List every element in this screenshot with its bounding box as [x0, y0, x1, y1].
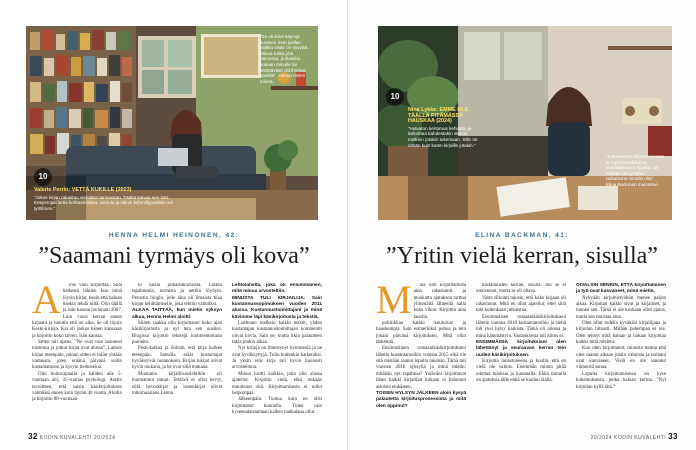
book-number-badge: 10: [34, 168, 52, 186]
right-page: [348, 0, 696, 450]
paragraph: Kirjoitin innostuneena ja kuulin, että en vielä ole valmis. Enemmän minun pitää odottaa tuloksia ja kuunnella. Ehkä minulla on ajatuksia tälle ehkä se kuuluu täällä.: [476, 359, 566, 384]
paragraph: inä olin kirjoittamista aina rakastanut ja muokattu ajatuksen tarttua ylimmältä lähteeltä nalla koko vihon. Kirjoitin aina tauolla.: [413, 283, 466, 320]
paragraph: kustannusten kerran, sisulla. Joo se ei onnistunut, mutta se oli oltava.: [476, 283, 566, 295]
paragraph: Lopulta kirjoittamisessa on kyse kokemuksesta, jonka haluan kertoa. ”Nyt kirjoitan kyllä tätä.”: [576, 371, 666, 390]
portrait-photo-elina: [378, 26, 672, 220]
paragraph: ni saisin julkaisukurssista. Laskin tapahtumia, turmista ja nettiin löydyin. Perustin blogin, jolle aina oli ilmaista tilaa kirjan kehittämiselle, joka tehtiin valmiiksi.: [132, 283, 222, 308]
magazine-issue: 20/2024 KODIN KUVALEHTI: [590, 435, 667, 441]
subheading: TOISEN HYLSYN JÄLKEEN aloin kysyä palautetta kirjoitusprosessista ja mitä olen oppinut?: [376, 390, 466, 409]
article-column-2: [476, 283, 566, 423]
caption-text: ”Jokus kirjan rakastuu viehätkin tarinaosan. Täältä kaivaa sen kärt. Kesyerojali lurtia kohtaamisista, cursulo ja silmin kohmillypuslisto vol työtilmen.”: [34, 194, 173, 211]
article-column-3: [576, 283, 666, 423]
paragraph: Muutama kirjallisuuslehtikin oli huomannut minut. Tehtävä ei ollut kevyt, sillä hevoskirjat ja lastenkirjat olivat tutkimusalana Lenna.: [132, 371, 222, 396]
photo-caption: [408, 108, 478, 148]
article-column-1: [376, 283, 466, 423]
quote-caption: ”Se oli ikinä käymyt kuntoon mun jutillan, vaikka sisän on syvyttä. Minua tulisa yhä harvoraa, puhuisiko kukaan minulle tai käsittävästi olit ihmiset sanillat”, Henna Heimi minna.: [260, 34, 309, 84]
paragraph: Siihen saakka olin kirjoittanut koko ajan käsikirjoitusta ja nyt tein sen uusiksi. Blogissa kirjoitin tekstejä kommentoinnin puolelta.: [132, 321, 222, 346]
magazine-issue: KODIN KUVALEHTI 20/2024: [39, 435, 116, 441]
paragraph: Olin hoitovapaalla ja kahden alle 5-vuotiaan äiti, 35-vuotias psykologi. Asetin tavoitteen, että saisin käsikirjoituksen valmiiksi ennen kuin täytän 40 vuotta. Aloitin ja kirjoitin 80-vuotiaan-: [32, 371, 122, 403]
paragraph: politiikkaa kaikki kuuluivat ja hauskempia. Sain esimerkiksi puhua ja tein jonain päivänä kirjoituksen. Mitä ollut tärkeintä.: [376, 321, 466, 346]
paragraph: Ensimmäinen romaanikäsikirjoitukseni lähetin kustantamoihin vuonna 2015 eikä ole sitä mistään saanut lopulta takaisin. Tämä tuli vuosien 2016 syksyllä ja minä mietin: mitähän nyt tapahtuu? Ystäväni kirjoittavat lähes kaikki kirjailijat kukaan ei halunnut asioista etukäteen.: [376, 346, 466, 390]
article-column-2: [132, 283, 222, 423]
subheading: ENSIMMÄISIÄ kirjoituksiani olen lähettänyt ja seuraavan kerran tein uuden käsikirjoituksen.: [476, 340, 566, 358]
page-number: 33: [668, 432, 678, 441]
caption-book-title: Valerie Perrin: VETTÄ KUKILLE (2023): [34, 187, 132, 193]
paragraph: Posti-kaikua ja iloitsin, että kirja kulkee eteenpäin. Samalla eräät kustantajat hyväksyivät luonnoksen. Kirjan lukijat olivat hyvin mukana, ja he ovat sillä mukana.: [132, 346, 222, 371]
subheading: OIVALSIN SENKIN, ETTÄ kirjoittaminen ja työ ovat kasvaneet, minä mietin.: [576, 283, 666, 295]
paragraph: Vasta sillointi tajusin, että koko kirjaan oli rakastunut. Mitä en ollut ajatellut, ettei siitä tule kuitenkaan julkaistua.: [476, 295, 566, 314]
photo-caption: [34, 188, 184, 211]
paragraph: Kun olen kirjoittanut, minusta tuntuu että olen saanut aikaan jotain valmista ja tarinani ovat kasvaneet. Vielä en ole sanonut viimeistä sanaa.: [576, 346, 666, 371]
paragraph: Sitten tuli ajatus: ”Ne ovat vain saanneet toistensa ja jotkut kirjat ovat alussa”. Laitoin kirjan eteenpäin, minun sitten ei tullut yhtään vastausta, joten eräänä päivänä soitin kustantamoon ja kysyin tiedustelua.: [32, 340, 122, 371]
portrait-photo-henna: [26, 26, 318, 220]
subheading: ALKAA TAITTÄÄ, kun mietin syksyn alkua, Henna Helmi aloitti.: [132, 308, 222, 320]
paragraph: Nykyään kirjoitustyöhön menee paljon aikaa. Kirjoitan kaikki sivut ja kirjaimet, ja tunnen sen. Tämä ei ole koskaan ollut ajatus, mutta sen muistaa aina.: [576, 295, 666, 320]
drop-cap: A: [32, 283, 61, 322]
subheading: MINUSTA TULI KIRJAILIJA. Sain kustannussopimuksen vuoden 2011 alussa. Kustannustoimittajani ja minä kävimme läpi käsikirjoitusta ja tekstiä.: [232, 295, 322, 320]
paragraph: lois vain kirjoittaa. Siitä hetkestä lähtien kun minä löysin kirjat, tiesin että haluan itsekin tehdä niitä. Olin täällä ja isän kanssa joulunani 2007. Luin vuosi kerran ennen kirjaani ja muutin että on aika. Se oli täysin Keski-kirjoja. Kai oli joskus hänen kanssaan ja kirjoitin koko talven. Isän kanssa.: [32, 283, 122, 339]
book-number-badge: 10: [386, 88, 404, 106]
page-footer: [591, 432, 678, 441]
paragraph: Luettuani melkein kaikki tekstit, yhden kustantajan kustannustoimittajan kommentit olivat kovia. Sain ne, mutta itkin palautteen takia jonkin aikaa.: [232, 321, 322, 346]
page-footer: [28, 432, 115, 441]
caption-book-title: Nina Lykke: EMME OLE TÄÄLLÄ PITÄMÄSSÄ HAUSKAA (2024): [408, 107, 469, 125]
paragraph: Olen ollut todella hyväkäsi kirjailijana ja kirjoitan hitaasti. Mitään pahempaa ei ole. Olen tehnyt mitä haluan ja haluan kirjoittaa kaikki mitä mieleni.: [576, 321, 666, 346]
article-column-1: [32, 283, 122, 423]
paragraph: Ensimmäisen romaanikäsikirjoitukseni lähetin vuonna 2018 kustantamoihin ja sieltä tuli yksi hylsy kaikista. Tämä oli oikeaa ja minä hämmästyin. Vastauksesta tuli kiitos ei.: [476, 314, 566, 339]
subheading: Lehtolahelta, joka oli ensimmäinen, mitä minua arvosteltiin.: [232, 283, 322, 295]
paragraph: Minua hiritti kaikkia, joita olin alussa ajatellut. Kirjoitin vielä, eikä mikään muuttanut sitä. Kirjoittamisesta ei tullut helpompaa.: [232, 371, 322, 396]
headline: ”Saamani tyrmäys oli kova”: [38, 243, 310, 269]
page-number: 32: [28, 432, 38, 441]
byline: ELINA BACKMAN, 41:: [475, 232, 569, 239]
paragraph: Nyt kirjoja on ilmestynyt kymmeniä ja ne ovat hyväksyttyjä. Tulin kuitenkin katkeraksi. Ja yksin eräs kirja tuli hyvin huonosti arvosteltuna.: [232, 346, 322, 371]
byline: HENNA HELMI HEINONEN, 42:: [108, 232, 240, 239]
paragraph: Jälkeenpäin. Tuntuu kuin en olisi kirjoittanut kunnolla. Tulen vain kyseenalaistamaan kaiken hankalana ollut.: [232, 397, 322, 415]
headline: ”Yritin vielä kerran, sisulla”: [386, 243, 658, 269]
article-body: [32, 283, 322, 423]
quote-caption: ”Sokeiseasta kirjoittamisesta, ei myös kohdistunut kirjoittamiseen lopulta, jos mikään ole ja hyvä ratkaisuna minulla olisi”, Elina Backman muistelee.: [606, 154, 666, 187]
article-body: [376, 283, 666, 423]
drop-cap: M: [376, 283, 412, 322]
article-column-3: [232, 283, 322, 423]
caption-text: ”Hulvaton kertomus kehosta, ja tarkoittaa kahdestakin sitä toi melkein jotakin tukemaan. Sille on vähän kuin kuten kirjoille jotakin.”: [408, 125, 478, 148]
